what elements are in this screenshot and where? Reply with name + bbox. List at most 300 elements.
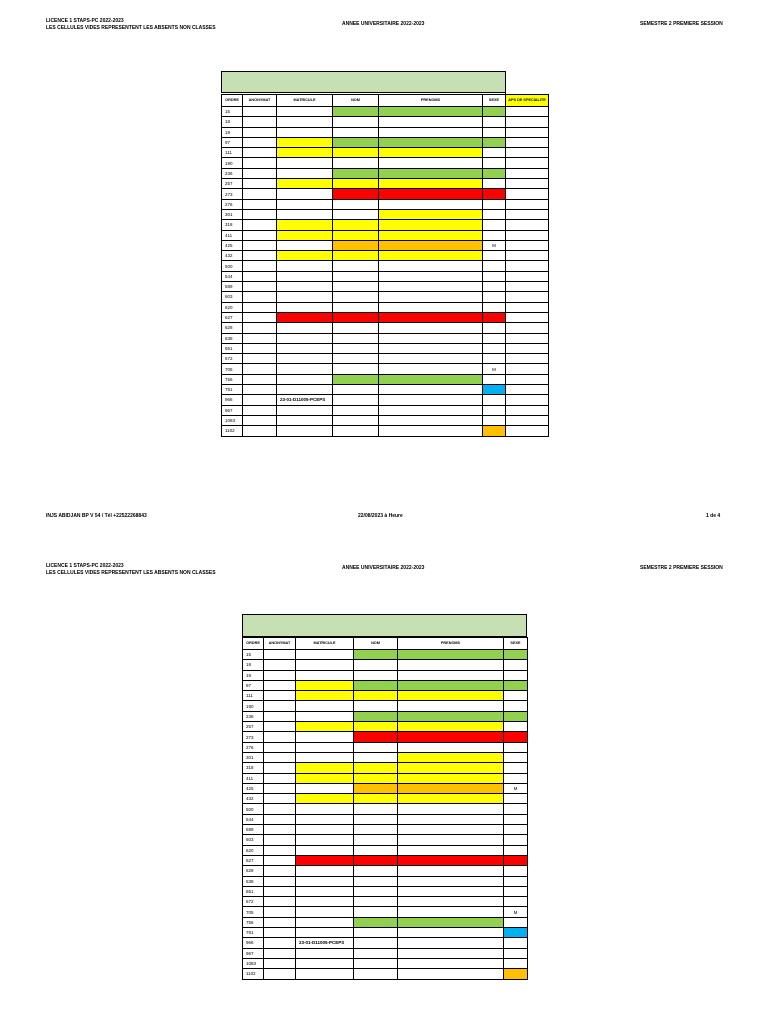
cell-matricule: [277, 292, 333, 302]
academic-year: ANNEE UNIVERSITAIRE 2022-2023: [342, 21, 425, 27]
cell-ordre: 425: [243, 783, 264, 793]
cell-matricule: [277, 405, 333, 415]
cell-anonymat: [243, 395, 277, 405]
cell-matricule: [296, 814, 354, 824]
results-table: [242, 637, 528, 980]
cell-nom: [354, 711, 398, 721]
cell-prenoms: [398, 722, 504, 732]
table-row: [222, 148, 549, 158]
cell-sexe: [504, 886, 528, 896]
cell-sexe: M: [483, 364, 506, 374]
cell-prenoms: [379, 405, 483, 415]
cell-sexe: [483, 374, 506, 384]
cell-anonymat: [264, 958, 296, 968]
cell-aps-specialite: [506, 137, 549, 147]
cell-matricule: [296, 969, 354, 979]
cell-sexe: [504, 794, 528, 804]
cell-matricule: [277, 312, 333, 322]
cell-sexe: [504, 825, 528, 835]
cell-prenoms: [379, 426, 483, 436]
cell-nom: [354, 855, 398, 865]
cell-anonymat: [264, 938, 296, 948]
cell-aps-specialite: [506, 343, 549, 353]
cell-matricule: [277, 209, 333, 219]
cell-sexe: [504, 917, 528, 927]
cell-anonymat: [243, 282, 277, 292]
cell-sexe: [504, 814, 528, 824]
cell-anonymat: [243, 312, 277, 322]
cell-matricule: [277, 199, 333, 209]
cell-prenoms: [379, 364, 483, 374]
cell-nom: [354, 938, 398, 948]
cell-prenoms: [398, 958, 504, 968]
cell-nom: [333, 323, 379, 333]
cell-nom: [333, 168, 379, 178]
cell-nom: [333, 374, 379, 384]
cell-anonymat: [264, 711, 296, 721]
cell-nom: [333, 292, 379, 302]
cell-sexe: [483, 333, 506, 343]
table-row: [243, 680, 528, 690]
table-row: [222, 312, 549, 322]
cell-prenoms: [379, 292, 483, 302]
cell-aps-specialite: [506, 168, 549, 178]
table-row: [222, 343, 549, 353]
table-row: [243, 722, 528, 732]
footer-date: 22/08/2023 à Heure: [358, 513, 403, 519]
cell-sexe: [504, 773, 528, 783]
cell-anonymat: [243, 189, 277, 199]
cell-sexe: [504, 928, 528, 938]
col-sexe: SEXE: [504, 638, 528, 650]
cell-matricule: [277, 333, 333, 343]
cell-nom: [354, 866, 398, 876]
cell-ordre: 15: [222, 107, 243, 117]
cell-nom: [354, 804, 398, 814]
table-row: [243, 876, 528, 886]
cell-ordre: 672: [243, 897, 264, 907]
cell-prenoms: [379, 261, 483, 271]
cell-anonymat: [264, 660, 296, 670]
cell-sexe: [483, 343, 506, 353]
cell-ordre: 672: [222, 354, 243, 364]
cell-prenoms: [398, 969, 504, 979]
table-row: [222, 271, 549, 281]
cell-prenoms: [379, 179, 483, 189]
cell-prenoms: [398, 701, 504, 711]
cell-nom: [333, 385, 379, 395]
col-aps-specialite: APS DE SPECIALITE: [506, 95, 549, 107]
cell-matricule: [296, 886, 354, 896]
cell-matricule: [277, 107, 333, 117]
cell-matricule: [296, 804, 354, 814]
cell-anonymat: [264, 670, 296, 680]
cell-sexe: [483, 354, 506, 364]
cell-nom: [333, 137, 379, 147]
cell-matricule: [277, 426, 333, 436]
cell-prenoms: [379, 282, 483, 292]
cell-prenoms: [379, 230, 483, 240]
cell-ordre: 651: [243, 886, 264, 896]
cell-nom: [333, 127, 379, 137]
cell-anonymat: [243, 364, 277, 374]
cell-aps-specialite: [506, 220, 549, 230]
table-row: [222, 137, 549, 147]
cell-nom: [354, 773, 398, 783]
cell-prenoms: [379, 251, 483, 261]
cell-matricule: [277, 354, 333, 364]
cell-aps-specialite: [506, 261, 549, 271]
cell-ordre: 705: [222, 364, 243, 374]
cell-prenoms: [398, 732, 504, 742]
col-prenoms: PRENOMS: [379, 95, 483, 107]
cell-prenoms: [379, 189, 483, 199]
table-row: [243, 825, 528, 835]
cell-ordre: 638: [222, 333, 243, 343]
cell-anonymat: [243, 240, 277, 250]
cell-sexe: [504, 845, 528, 855]
cell-anonymat: [264, 907, 296, 917]
cell-aps-specialite: [506, 292, 549, 302]
cell-sexe: [483, 199, 506, 209]
cell-nom: [354, 886, 398, 896]
cell-matricule: [296, 845, 354, 855]
col-matricule: MATRICULE: [296, 638, 354, 650]
table-row: [243, 742, 528, 752]
table-row: [243, 845, 528, 855]
table-row: [222, 302, 549, 312]
cell-sexe: [504, 938, 528, 948]
table-row: [243, 897, 528, 907]
footer-page-number: 1 de 4: [706, 513, 721, 519]
cell-ordre: 111: [222, 148, 243, 158]
cell-prenoms: [398, 948, 504, 958]
cell-matricule: [296, 825, 354, 835]
table-row: [243, 958, 528, 968]
cell-anonymat: [264, 742, 296, 752]
cell-aps-specialite: [506, 271, 549, 281]
cell-aps-specialite: [506, 415, 549, 425]
cell-anonymat: [243, 148, 277, 158]
cell-anonymat: [243, 137, 277, 147]
cell-ordre: 411: [243, 773, 264, 783]
cell-ordre: 627: [243, 855, 264, 865]
cell-anonymat: [243, 179, 277, 189]
cell-sexe: [483, 158, 506, 168]
cell-sexe: [504, 804, 528, 814]
cell-matricule: [296, 917, 354, 927]
cell-nom: [354, 907, 398, 917]
cell-matricule: [277, 117, 333, 127]
cell-sexe: [483, 251, 506, 261]
cell-prenoms: [398, 897, 504, 907]
table-row: [243, 866, 528, 876]
cell-nom: [333, 271, 379, 281]
col-nom: NOM: [333, 95, 379, 107]
cell-anonymat: [264, 886, 296, 896]
semester-label: SEMESTRE 2 PREMIERE SESSION: [640, 565, 723, 571]
cell-anonymat: [243, 302, 277, 312]
col-sexe: SEXE: [483, 95, 506, 107]
cell-sexe: [504, 680, 528, 690]
cell-aps-specialite: [506, 230, 549, 240]
cell-sexe: [483, 189, 506, 199]
cell-sexe: [504, 701, 528, 711]
cell-nom: [333, 415, 379, 425]
table-row: [222, 127, 549, 137]
cell-nom: [354, 722, 398, 732]
cell-anonymat: [264, 948, 296, 958]
table-row: [222, 209, 549, 219]
cell-nom: [354, 660, 398, 670]
cell-prenoms: [379, 271, 483, 281]
cell-matricule: [296, 958, 354, 968]
table-row: [243, 701, 528, 711]
cell-ordre: 627: [222, 312, 243, 322]
cell-ordre: 18: [243, 660, 264, 670]
cell-anonymat: [243, 220, 277, 230]
cell-anonymat: [264, 855, 296, 865]
cell-sexe: [504, 670, 528, 680]
cell-matricule: [296, 835, 354, 845]
table-row: [243, 732, 528, 742]
table-row: [222, 199, 549, 209]
cell-matricule: [296, 670, 354, 680]
cell-ordre: 589: [222, 282, 243, 292]
cell-sexe: [504, 711, 528, 721]
cell-matricule: [277, 148, 333, 158]
cell-nom: [333, 302, 379, 312]
cell-sexe: [483, 148, 506, 158]
cell-matricule: [277, 364, 333, 374]
cell-ordre: 705: [243, 907, 264, 917]
cell-aps-specialite: [506, 374, 549, 384]
cell-ordre: 620: [222, 302, 243, 312]
cell-ordre: 544: [243, 814, 264, 824]
cell-ordre: 756: [243, 917, 264, 927]
cell-ordre: 756: [222, 374, 243, 384]
cell-prenoms: [398, 711, 504, 721]
col-anonymat: ANONYMAT: [264, 638, 296, 650]
cell-anonymat: [264, 732, 296, 742]
table-row: [222, 415, 549, 425]
cell-matricule: [277, 323, 333, 333]
cell-matricule: [277, 240, 333, 250]
cell-sexe: [504, 732, 528, 742]
cell-sexe: [483, 127, 506, 137]
cell-sexe: [483, 220, 506, 230]
cell-matricule: [296, 711, 354, 721]
cell-anonymat: [264, 814, 296, 824]
cell-anonymat: [243, 199, 277, 209]
cell-nom: [333, 117, 379, 127]
table-row: [222, 323, 549, 333]
col-ordre: ORDRE: [243, 638, 264, 650]
cell-aps-specialite: [506, 179, 549, 189]
cell-prenoms: [398, 691, 504, 701]
cell-ordre: 301: [243, 752, 264, 762]
semester-label: SEMESTRE 2 PREMIERE SESSION: [640, 21, 723, 27]
cell-nom: [354, 958, 398, 968]
table-row: [243, 660, 528, 670]
cell-prenoms: [379, 395, 483, 405]
cell-nom: [333, 148, 379, 158]
cell-nom: [354, 897, 398, 907]
cell-aps-specialite: [506, 323, 549, 333]
cell-nom: [354, 752, 398, 762]
cell-prenoms: [379, 199, 483, 209]
cell-sexe: [504, 660, 528, 670]
cell-aps-specialite: [506, 302, 549, 312]
table-row: [222, 240, 549, 250]
academic-year: ANNEE UNIVERSITAIRE 2022-2023: [342, 565, 425, 571]
cell-ordre: 18: [222, 117, 243, 127]
cell-ordre: 1083: [243, 958, 264, 968]
band-edge: [505, 71, 506, 94]
cell-sexe: M: [483, 240, 506, 250]
table-row: [243, 794, 528, 804]
table-row: [243, 711, 528, 721]
cell-prenoms: [398, 886, 504, 896]
cell-prenoms: [379, 117, 483, 127]
cell-matricule: [277, 189, 333, 199]
cell-prenoms: [379, 415, 483, 425]
cell-aps-specialite: [506, 117, 549, 127]
cell-nom: [354, 783, 398, 793]
cell-aps-specialite: [506, 354, 549, 364]
cell-nom: [333, 240, 379, 250]
cell-sexe: [504, 742, 528, 752]
absent-note: LES CELLULES VIDES REPRESENTENT LES ABSENTS NON CLASSES: [46, 25, 216, 31]
cell-anonymat: [264, 722, 296, 732]
cell-nom: [354, 814, 398, 824]
table-row: [222, 251, 549, 261]
cell-prenoms: [379, 209, 483, 219]
cell-nom: [333, 312, 379, 322]
cell-sexe: [504, 650, 528, 660]
cell-sexe: [504, 752, 528, 762]
cell-sexe: [483, 323, 506, 333]
cell-matricule: [277, 343, 333, 353]
cell-anonymat: [264, 845, 296, 855]
cell-anonymat: [264, 917, 296, 927]
cell-aps-specialite: [506, 107, 549, 117]
cell-anonymat: [243, 168, 277, 178]
cell-prenoms: [379, 323, 483, 333]
cell-anonymat: [243, 385, 277, 395]
cell-aps-specialite: [506, 240, 549, 250]
cell-ordre: 432: [243, 794, 264, 804]
cell-nom: [333, 179, 379, 189]
cell-prenoms: [398, 814, 504, 824]
table-header-row: [243, 638, 528, 650]
cell-nom: [354, 701, 398, 711]
cell-anonymat: [264, 876, 296, 886]
cell-prenoms: [398, 907, 504, 917]
cell-anonymat: [264, 752, 296, 762]
cell-prenoms: [398, 835, 504, 845]
table-header-row: [222, 95, 549, 107]
cell-ordre: 236: [243, 711, 264, 721]
cell-prenoms: [379, 148, 483, 158]
table-row: [243, 814, 528, 824]
cell-anonymat: [243, 292, 277, 302]
cell-sexe: [504, 691, 528, 701]
cell-ordre: 966: [222, 395, 243, 405]
cell-sexe: [483, 137, 506, 147]
cell-anonymat: [264, 928, 296, 938]
table-row: [243, 855, 528, 865]
cell-nom: [354, 845, 398, 855]
cell-ordre: 620: [243, 845, 264, 855]
table-title-band: [242, 614, 527, 637]
cell-ordre: 791: [222, 385, 243, 395]
cell-prenoms: [398, 763, 504, 773]
cell-prenoms: [398, 876, 504, 886]
cell-matricule: [296, 650, 354, 660]
table-row: [243, 917, 528, 927]
table-row: [222, 333, 549, 343]
cell-ordre: 603: [243, 835, 264, 845]
cell-ordre: 411: [222, 230, 243, 240]
table-row: [222, 395, 549, 405]
cell-matricule: [277, 282, 333, 292]
cell-ordre: 97: [243, 680, 264, 690]
cell-nom: [333, 405, 379, 415]
cell-matricule: [296, 732, 354, 742]
cell-sexe: [483, 168, 506, 178]
cell-sexe: [504, 722, 528, 732]
cell-anonymat: [264, 763, 296, 773]
cell-anonymat: [243, 107, 277, 117]
cell-ordre: 111: [243, 691, 264, 701]
col-ordre: ORDRE: [222, 95, 243, 107]
cell-nom: [354, 650, 398, 660]
cell-aps-specialite: [506, 385, 549, 395]
results-table: [221, 94, 549, 437]
cell-prenoms: [398, 917, 504, 927]
table-row: [243, 650, 528, 660]
cell-matricule: [296, 928, 354, 938]
cell-nom: [333, 343, 379, 353]
table-title-band: [221, 71, 506, 93]
cell-aps-specialite: [506, 251, 549, 261]
cell-prenoms: [379, 107, 483, 117]
cell-anonymat: [243, 209, 277, 219]
table-row: [243, 907, 528, 917]
cell-nom: [333, 426, 379, 436]
cell-prenoms: [379, 220, 483, 230]
cell-nom: [354, 732, 398, 742]
cell-anonymat: [243, 323, 277, 333]
table-row: [243, 691, 528, 701]
table-body: [222, 107, 549, 437]
cell-sexe: [504, 948, 528, 958]
cell-prenoms: [379, 168, 483, 178]
cell-ordre: 544: [222, 271, 243, 281]
cell-nom: [354, 876, 398, 886]
cell-anonymat: [264, 783, 296, 793]
cell-nom: [333, 199, 379, 209]
cell-matricule: [296, 794, 354, 804]
cell-matricule: [277, 385, 333, 395]
cell-aps-specialite: [506, 364, 549, 374]
cell-nom: [333, 354, 379, 364]
cell-aps-specialite: [506, 199, 549, 209]
cell-anonymat: [243, 230, 277, 240]
cell-sexe: [483, 209, 506, 219]
cell-anonymat: [243, 117, 277, 127]
